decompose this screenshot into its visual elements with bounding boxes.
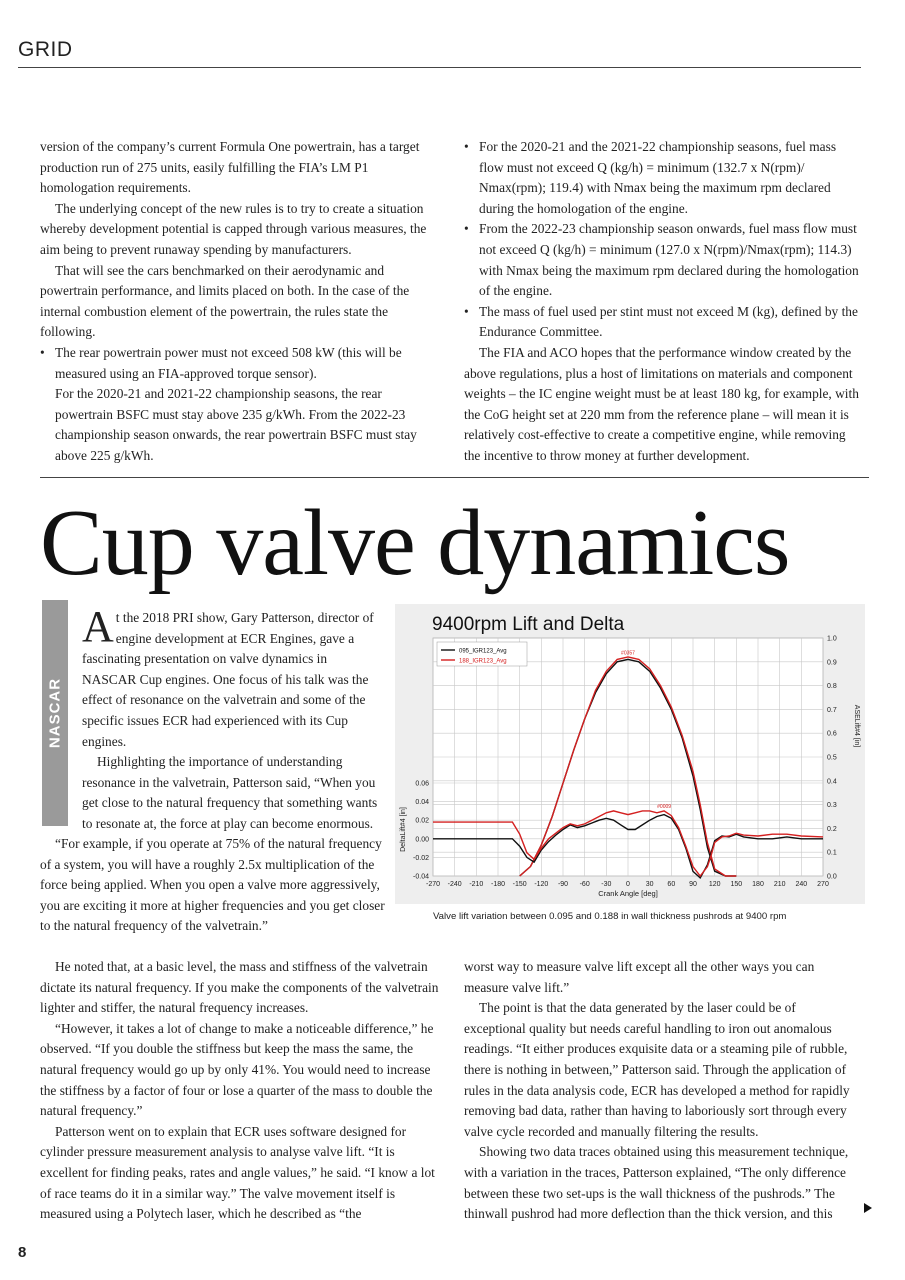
right-tick-label: 0.9 [827, 659, 837, 667]
top-left-column [40, 137, 440, 467]
right-tick-label: 0.6 [827, 730, 837, 738]
paragraph: The point is that the data generated by the laser could be of exceptional quality but needs careful handling to iron out anomalous readings. “It either produces exquisite data or a steaming pile of rubble, there is nothing in between,” Patterson said. Through the application of rules in the data analysis code, ECR has developed a method for rapidly removing bad data, rather than having to laboriously sort through every valve cycle recorded and manually filtering the results. [464, 1000, 850, 1139]
intro-paragraph [82, 602, 384, 752]
paragraph: He noted that, at a basic level, the mass and stiffness of the valvetrain dictate its natural frequency. If you make the components of the valvetrain lighter and stiffer, the natural frequency increases. [40, 959, 439, 1016]
right-tick-label: 0.7 [827, 706, 837, 714]
x-tick-label: 210 [773, 881, 786, 888]
paragraph: That will see the cars benchmarked on their aerodynamic and powertrain performance, and limits placed on both. In the case of the internal combustion element of the powertrain, the rules state the following. [40, 262, 410, 340]
annotation-label: #0357 [621, 650, 635, 657]
paragraph: Highlighting the importance of understanding resonance in the valvetrain, Patterson said, “When you get close to the natural frequency that something wants to resonate at, the force at play can become enormous. [82, 754, 378, 831]
x-tick-label: 180 [752, 881, 764, 888]
article-headline: Cup valve dynamics [40, 491, 790, 595]
category-label: NASCAR [46, 677, 64, 749]
left-tick-label: 0.04 [415, 799, 429, 807]
legend-entry: 188_IGR123_Avg [459, 658, 507, 665]
right-tick-label: 0.8 [827, 683, 837, 691]
section-divider [40, 477, 869, 478]
left-axis-label: DeltaLift#4 [in] [400, 807, 407, 852]
x-axis-label: Crank Angle [deg] [598, 889, 658, 898]
category-tab [42, 600, 68, 826]
paragraph: worst way to measure valve lift except all the other ways you can measure valve lift.” [464, 959, 815, 995]
valve-lift-chart [395, 604, 865, 934]
bullet-item: • The rear powertrain power must not exceed 508 kW (this will be measured using an FIA-approved torque sensor). [40, 343, 440, 384]
annotation-label: #0009 [657, 804, 672, 811]
x-tick-label: -120 [534, 881, 549, 888]
paragraph: version of the company’s current Formula One powertrain, has a target production run of 275 units, easily fulfilling the FIA’s LM P1 homologation requirements. [40, 139, 420, 196]
page-number: 8 [18, 1244, 27, 1261]
right-tick-label: 0.5 [827, 754, 837, 762]
legend-entry: 095_IGR123_Avg [459, 648, 507, 655]
left-tick-label: -0.02 [413, 854, 429, 862]
paragraph: The underlying concept of the new rules is to try to create a situation whereby development potential is capped through various measures, the aim being to prevent runaway spending by manufacturers. [40, 200, 427, 257]
right-tick-label: 0.1 [827, 849, 837, 857]
chart-caption: Valve lift variation between 0.095 and 0.188 in wall thickness pushrods at 9400 rpm [433, 911, 787, 922]
x-tick-label: 270 [817, 881, 829, 888]
rule-list [40, 343, 440, 384]
right-tick-label: 0.4 [827, 778, 837, 786]
paragraph: “However, it takes a lot of change to make a noticeable difference,” he observed. “If you double the stiffness but keep the mass the same, the natural frequency would go up by only 41%. You would need to increase the stiffness by a factor of four or lose a quarter of the mass to double the natural frequency.” [40, 1020, 434, 1119]
chart-svg [395, 604, 865, 904]
x-tick-label: 150 [730, 881, 743, 888]
chart-title: 9400rpm Lift and Delta [432, 614, 625, 635]
right-tick-label: 0.0 [827, 873, 837, 881]
x-tick-label: 240 [795, 881, 808, 888]
x-tick-label: -90 [557, 881, 569, 888]
body-left-column [40, 957, 440, 1225]
drop-cap: A [82, 602, 114, 651]
top-right-column [464, 137, 862, 467]
right-axis-label: ASELift#4 [in] [853, 704, 860, 748]
paragraph: Patterson went on to explain that ECR uses software designed for cylinder pressure measurement analysis to analyse valve lift. “It is excellent for finding peaks, rates and angle values,” he said. “I know a lot of race teams do it in a similar way.” The valve movement itself is measured using a Polytech laser, which he described as “the [40, 1123, 435, 1222]
x-tick-label: 60 [667, 881, 676, 888]
bullet-item: • For the 2020-21 and the 2021-22 championship seasons, fuel mass flow must not exceed Q (kg/h) = minimum (132.7 x N(rpm)/ Nmax(rpm); 119.4) with Nmax being the maximum rpm declared during the homologation of the engine. [464, 137, 862, 219]
rule-list [464, 137, 862, 343]
paragraph: The FIA and ACO hopes that the performance window created by the above regulations, plus a host of limitations on materials and component weights – the IC engine weight must be at least 180 kg, for example, with the CoG height set at 220 mm from the reference plane – will mean it is relatively cost-effective to create a competitive engine, while removing the incentive to throw money at further development. [464, 344, 859, 463]
x-tick-label: 30 [645, 881, 654, 888]
bullet-item: • The mass of fuel used per stint must not exceed M (kg), defined by the Endurance Committee. [464, 302, 862, 343]
section-label: GRID [18, 38, 73, 61]
x-tick-label: -60 [579, 881, 590, 888]
x-tick-label: -240 [447, 881, 462, 888]
paragraph: “For example, if you operate at 75% of the natural frequency of a system, you will have a roughly 2.5x multiplication of the force being applied. When you open a valve more aggressively, you are exciting it more at higher frequencies and you get closer to the natural frequency of the valvetrain.” [40, 836, 385, 934]
x-tick-label: -210 [469, 881, 484, 888]
intro-column [82, 602, 384, 835]
quote-column [40, 834, 385, 937]
bullet-item: • From the 2022-23 championship season onwards, fuel mass flow must not exceed Q (kg/h) = minimum (127.0 x N(rpm)/Nmax(rpm); 114.3) with Nmax being the maximum rpm declared during the homologation of the engine. [464, 219, 862, 301]
left-tick-label: -0.04 [413, 873, 429, 881]
paragraph: For the 2020-21 and 2021-22 championship seasons, the rear powertrain BSFC must stay above 235 g/kWh. From the 2022-23 championship season onwards, the rear powertrain BSFC must stay above 225 g/kWh. [55, 386, 417, 463]
x-tick-label: 0 [626, 881, 630, 888]
left-tick-label: 0.06 [415, 780, 429, 788]
x-tick-label: -270 [425, 881, 441, 888]
left-tick-label: 0.02 [415, 817, 429, 825]
right-tick-label: 1.0 [827, 635, 837, 643]
x-tick-label: 120 [708, 881, 721, 888]
x-tick-label: 90 [689, 881, 697, 888]
header-rule [18, 67, 861, 68]
x-tick-label: -180 [490, 881, 506, 888]
right-tick-label: 0.2 [827, 825, 837, 833]
paragraph: Showing two data traces obtained using this measurement technique, with a variation in the traces, Patterson explained, “The only difference between these two set-ups is the wall thickness of the pushrods.” The thinwall pushrod had more deflection than the thick version, and this [464, 1144, 849, 1222]
intro-text: t the 2018 PRI show, Gary Patterson, director of engine development at ECR Engines, gave a fascinating presentation on valve dynamics in NASCAR Cup engines. One focus of his talk was the effect of resonance on the valvetrain and some of the specific issues ECR had experienced with its Cup engines. [82, 610, 374, 749]
x-tick-label: -30 [601, 881, 612, 888]
right-tick-label: 0.3 [827, 802, 837, 810]
left-tick-label: 0.00 [415, 836, 429, 844]
x-tick-label: -150 [512, 881, 527, 888]
right-triangle-icon[interactable] [864, 1203, 872, 1213]
body-right-column [464, 957, 858, 1225]
